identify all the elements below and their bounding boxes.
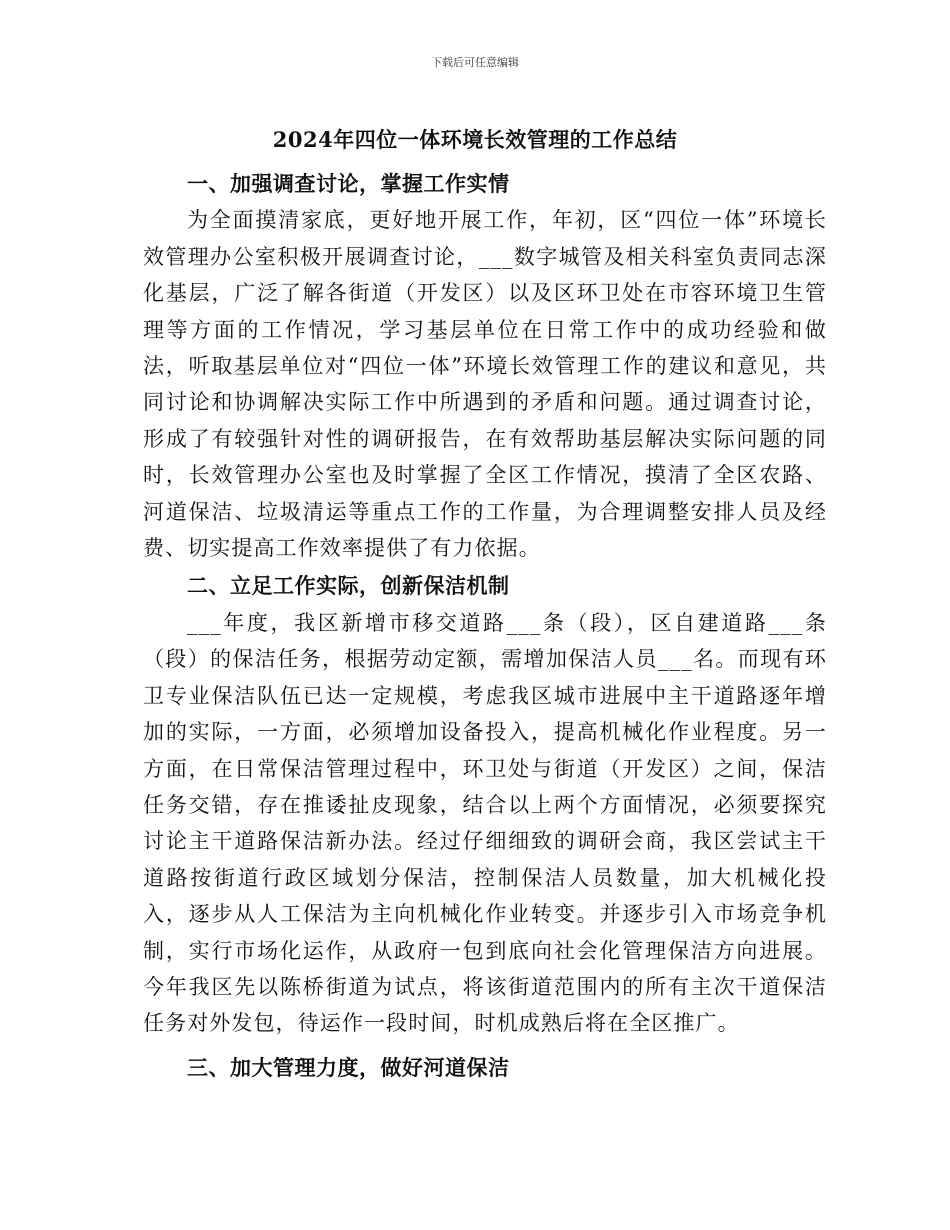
- section-heading-2: 二、立足工作实际，创新保洁机制: [187, 573, 510, 599]
- header-note: 下载后可任意编辑: [431, 56, 519, 69]
- document-body: [143, 166, 827, 1086]
- section-heading-1: 一、加强调查讨论，掌握工作实情: [187, 171, 510, 196]
- document-title: 2024年四位一体环境长效管理的工作总结: [272, 127, 678, 152]
- section-heading-3: 三、加大管理力度，做好河道保洁: [187, 1054, 510, 1080]
- section-paragraph-2: ___年度，我区新增市移交道路___条（段），区自建道路___条（段）的保洁任务，根据劳动定额，需增加保洁人员___名。而现有环卫专业保洁队伍已达一定规模，考虑我区城市进展中主干道路逐年增加的实际，一方面，必须增加设备投入，提高机械化作业程度。另一方面，在日常保洁管理过程中，环卫处与街道（开发区）之间，保洁任务交错，存在推诿扯皮现象，结合以上两个方面情况，必须要探究讨论主干道路保洁新办法。经过仔细细致的调研会商，我区尝试主干道路按街道行政区域划分保洁，控制保洁人员数量，加大机械化投入，逐步从人工保洁为主向机械化作业转变。并逐步引入市场竞争机制，实行市场化运作，从政府一包到底向社会化管理保洁方向进展。今年我区先以陈桥街道为试点，将该街道范围内的所有主次干道保洁任务对外发包，待运作一段时间，时机成熟后将在全区推广。: [143, 610, 827, 1036]
- section-paragraph-1: 为全面摸清家底，更好地开展工作，年初，区“四位一体”环境长效管理办公室积极开展调查讨论，___数字城管及相关科室负责同志深化基层，广泛了解各街道（开发区）以及区环卫处在市容环境卫生管理等方面的工作情况，学习基层单位在日常工作中的成功经验和做法，听取基层单位对“四位一体”环境长效管理工作的建议和意见，共同讨论和协调解决实际工作中所遇到的矛盾和问题。通过调查讨论，形成了有较强针对性的调研报告，在有效帮助基层解决实际问题的同时，长效管理办公室也及时掌握了全区工作情况，摸清了全区农路、河道保洁、垃圾清运等重点工作的工作量，为合理调整安排人员及经费、切实提高工作效率提供了有力依据。: [143, 208, 827, 561]
